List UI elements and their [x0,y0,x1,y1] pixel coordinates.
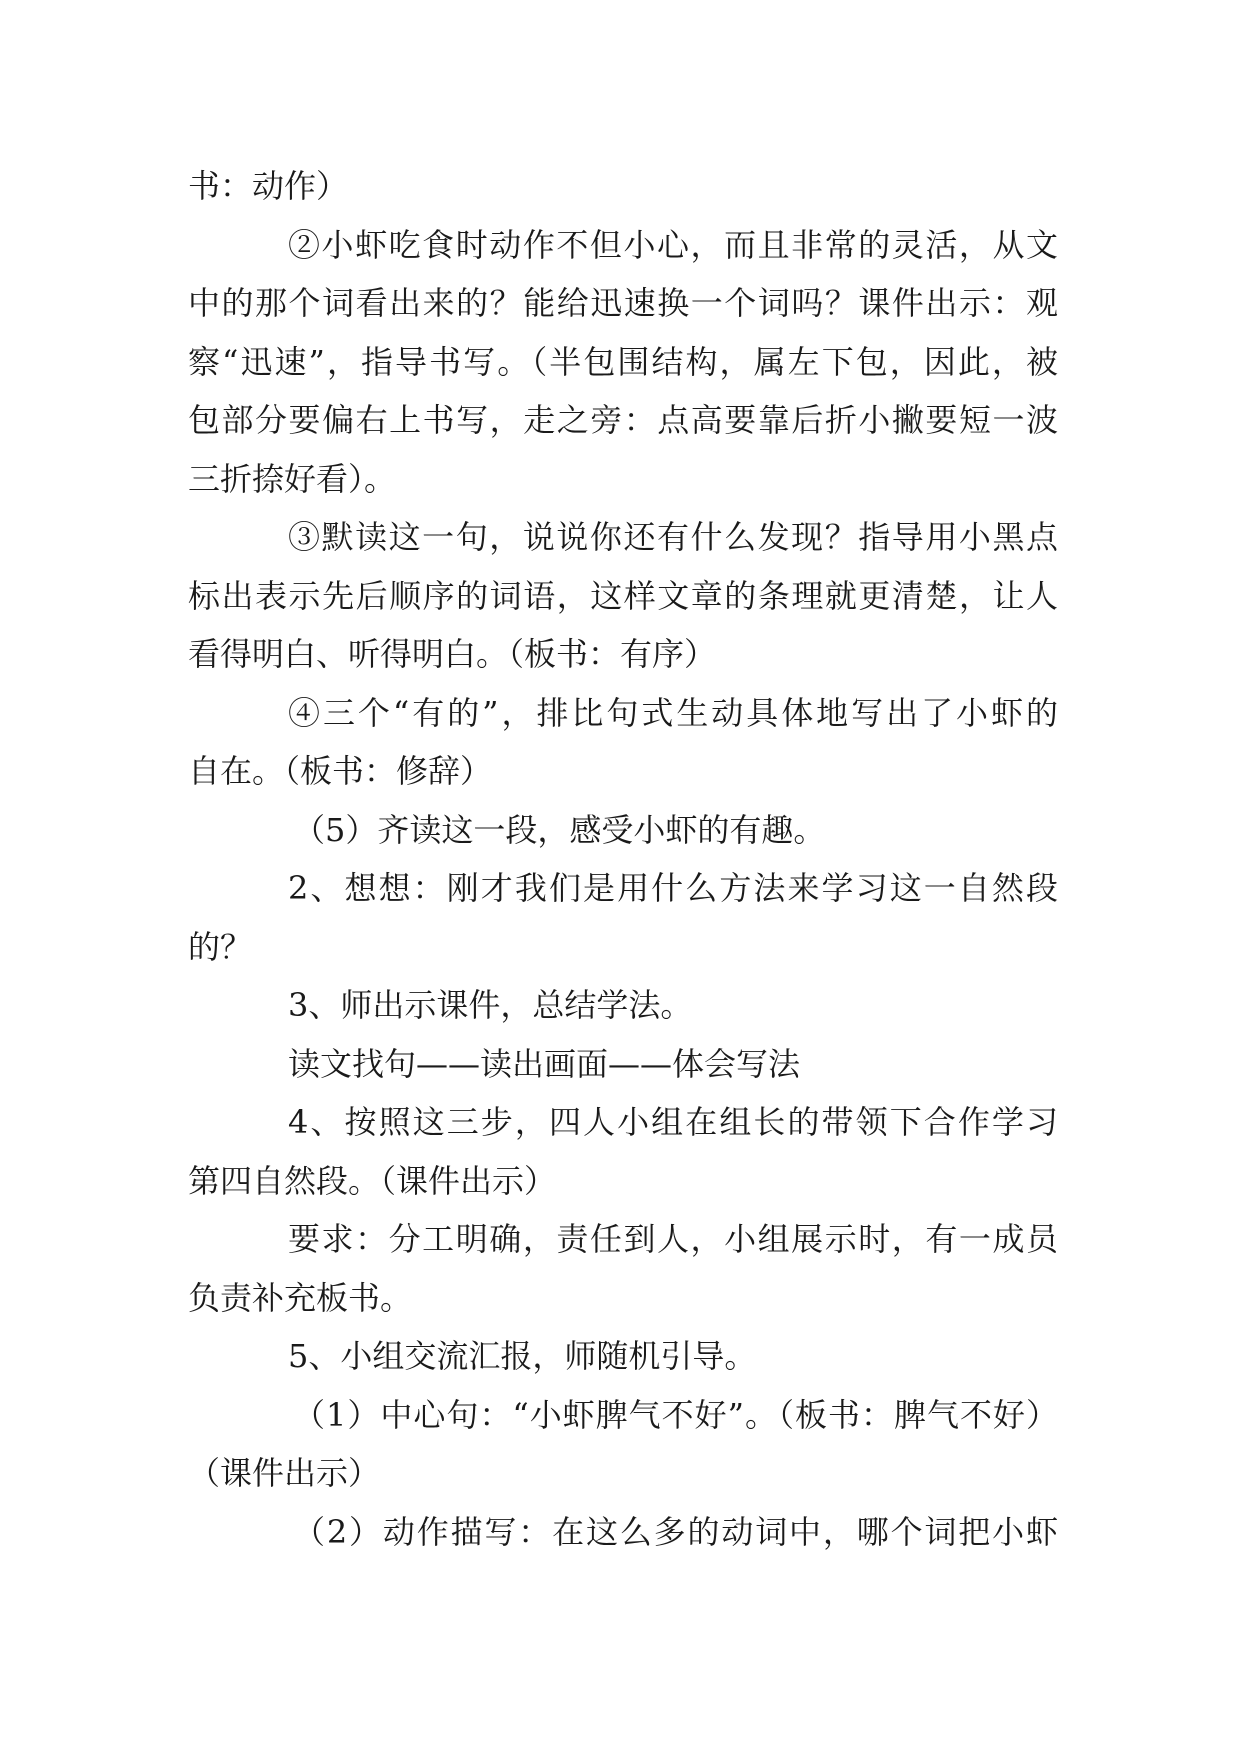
text-line: 包部分要偏右上书写，走之旁：点高要靠后折小撇要短一波 [188,401,1058,439]
text-line: ②小虾吃食时动作不但小心，而且非常的灵活，从文 [288,225,1058,264]
text-line: 5、小组交流汇报，师随机引导。 [288,1337,757,1375]
text-line: ③默读这一句，说说你还有什么发现？指导用小黑点 [288,518,1058,556]
text-line: 2、想想：刚才我们是用什么方法来学习这一自然段 [288,869,1058,907]
text-line: （2）动作描写：在这么多的动词中，哪个词把小虾 [293,1512,1058,1551]
text-line: 看得明白、听得明白。（板书：有序） [188,635,717,673]
text-line: 4、按照这三步，四人小组在组长的带领下合作学习 [288,1103,1058,1141]
document-body [188,157,1058,1561]
text-line: （1）中心句：“小虾脾气不好”。（板书：脾气不好） [293,1395,1058,1434]
text-line: 负责补充板书。 [188,1278,413,1317]
text-line: （课件出示） [188,1454,381,1492]
text-line: 要求：分工明确，责任到人，小组展示时，有一成员 [288,1220,1058,1258]
text-line: 第四自然段。（课件出示） [188,1161,557,1200]
text-line: 察“迅速”，指导书写。（半包围结构，属左下包，因此，被 [188,342,1058,381]
text-line: 中的那个词看出来的？能给迅速换一个词吗？课件出示：观 [188,284,1058,322]
text-line: （5）齐读这一段，感受小虾的有趣。 [293,810,826,849]
text-line: ④三个“有的”，排比句式生动具体地写出了小虾的 [288,693,1058,732]
text-line: 书：动作） [188,167,349,205]
text-line: 三折捺好看）。 [188,459,397,498]
text-line: 读文找句——读出画面——体会写法 [288,1044,801,1083]
text-line: 的？ [188,927,253,966]
text-line: 标出表示先后顺序的词语，这样文章的条理就更清楚，让人 [188,576,1058,615]
text-line: 自在。（板书：修辞） [188,752,493,790]
text-line: 3、师出示课件，总结学法。 [288,986,693,1024]
